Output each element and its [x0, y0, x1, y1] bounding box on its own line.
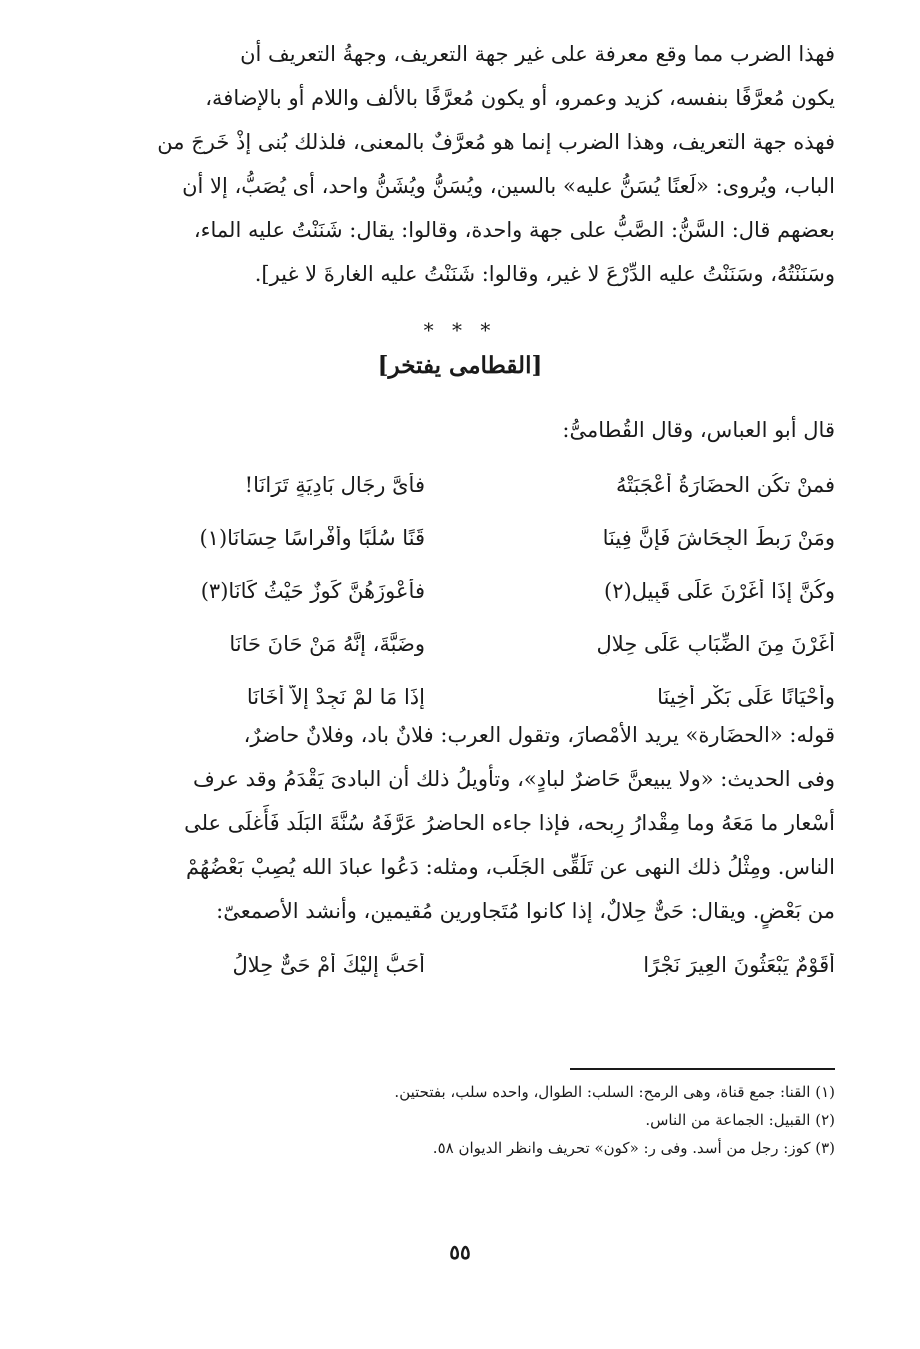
footnote: (٣) كوز: رجل من أسد. وفى ر: «كون» تحريف وانظر الديوان ٥٨. — [432, 1139, 835, 1157]
poem-verse — [85, 617, 835, 670]
verse-second-hemistich: فأَىَّ رجَالِ بَادِيَةٍ تَرَانَا! — [244, 472, 425, 497]
prose-block-top — [85, 32, 835, 296]
verse-first-hemistich: أَقَوْمٌ يَبْعَثُونَ العِيرَ نَجْرًا — [643, 952, 835, 977]
footnote-divider — [570, 1068, 835, 1070]
verse-first-hemistich: فمنْ تكُنِ الحضَارَةُ أَعْجَبَتْهُ — [615, 472, 835, 497]
prose-line: فهذه جهة التعريف، وهذا الضرب إنما هو مُعرَّفٌ بالمعنى، فلذلك بُنى إذْ خَرجَ من — [157, 130, 835, 154]
prose-line: وفى الحديث: «ولا يبيعنَّ حَاضرٌ لبادٍ»، وتأويلُ ذلك أن البادىَ يَقْدَمُ وقد عرف — [193, 767, 835, 791]
verse-first-hemistich: وكُنَّ إذَا أَغَرْنَ عَلَى قَبِيلٍ(٢) — [604, 578, 835, 603]
poem — [85, 458, 835, 723]
prose-block-bottom — [85, 713, 835, 933]
prose-line: من بَعْضٍ. ويقال: حَىٌّ حِلالٌ، إذا كانوا مُتَجاورين مُقيمين، وأنشد الأصمعىّ: — [216, 899, 835, 923]
poem-verse — [85, 564, 835, 617]
section-separator: * * * — [423, 318, 497, 342]
footnotes — [85, 1078, 835, 1162]
prose-line: قوله: «الحضَارة» يريد الأمْصارَ، وتقول العرب: فلانٌ باد، وفلانٌ حاضرٌ، — [243, 723, 835, 747]
prose-line: فهذا الضرب مما وقع معرفة على غير جهة التعريف، وجهةُ التعريف أن — [240, 42, 835, 66]
prose-line: بعضهم قال: السَّنُّ: الصَّبُّ على جهة واحدة، وقالوا: يقال: شَنَنْتُ عليه الماء، — [193, 218, 835, 242]
page-number: ٥٥ — [449, 1240, 471, 1264]
verse-first-hemistich: ومَنْ رَبطَ الجِحَاشَ فَإنَّ فِينَا — [602, 525, 835, 550]
prose-line: وسَنَنْتُهُ، وسَنَنْتُ عليه الدِّرْعَ لا غير، وقالوا: شَنَنْتُ عليه الغارةَ لا غير]. — [254, 262, 835, 286]
prose-line: يكون مُعرَّفًا بنفسه، كزيد وعمرو، أو يكون مُعرَّفًا بالألف واللام أو بالإضافة، — [205, 86, 835, 110]
quoted-verse — [85, 938, 835, 991]
poem-intro: قال أبو العباس، وقال القُطامىُّ: — [562, 418, 835, 442]
poem-verse — [85, 458, 835, 511]
verse-second-hemistich: فأَعْوزَهُنَّ كَوزٌ حَيْثُ كَانَا(٣) — [200, 578, 425, 603]
poem-verse — [85, 511, 835, 564]
verse-first-hemistich: أَغَرْنَ مِنَ الضِّبَابِ عَلَى حِلالٍ — [596, 631, 835, 656]
footnote: (٢) القبيل: الجماعة من الناس. — [645, 1111, 835, 1129]
verse-second-hemistich: وضَبَّةَ، إنَّهُ مَنْ حَانَ حَانَا — [229, 631, 425, 656]
prose-line: الباب، ويُروى: «لَعنًا يُسَنُّ عليه» بالسين، ويُسَنُّ ويُشَنُّ واحد، أى يُصَبُّ، إلا أن — [182, 174, 835, 198]
verse-second-hemistich: إذَا مَا لمْ نَجِدْ إلاَّ أَخَانَا — [246, 684, 425, 709]
verse-first-hemistich: وأَحْيَانًا عَلَى بَكْرٍ أَخِينَا — [657, 684, 835, 709]
prose-line: الناس. ومِثْلُ ذلك النهى عن تَلَقِّى الجَلَب، ومثله: دَعُوا عبادَ الله يُصِبْ بَعْضُهُمْ — [186, 855, 835, 879]
section-title: [القطامى يفتخر] — [377, 352, 543, 379]
prose-line: أسْعار ما مَعَهُ وما مِقْدارُ رِبحه، فإذا جاءه الحاضرُ عَرَّفَهُ سُنَّةَ البَلَد فَأَغلَى على — [184, 811, 835, 835]
verse-second-hemistich: قَنًا سُلُبًا وأَفْراسًا حِسَانَا(١) — [199, 525, 425, 550]
footnote: (١) القنا: جمع قناة، وهى الرمح: السلب: الطوال، واحده سلب، بفتحتين. — [394, 1083, 835, 1101]
verse-second-hemistich: أَحَبُّ إليْكَ أَمْ حَىٌّ حِلالُ — [232, 952, 425, 977]
poem-verse — [85, 938, 835, 991]
